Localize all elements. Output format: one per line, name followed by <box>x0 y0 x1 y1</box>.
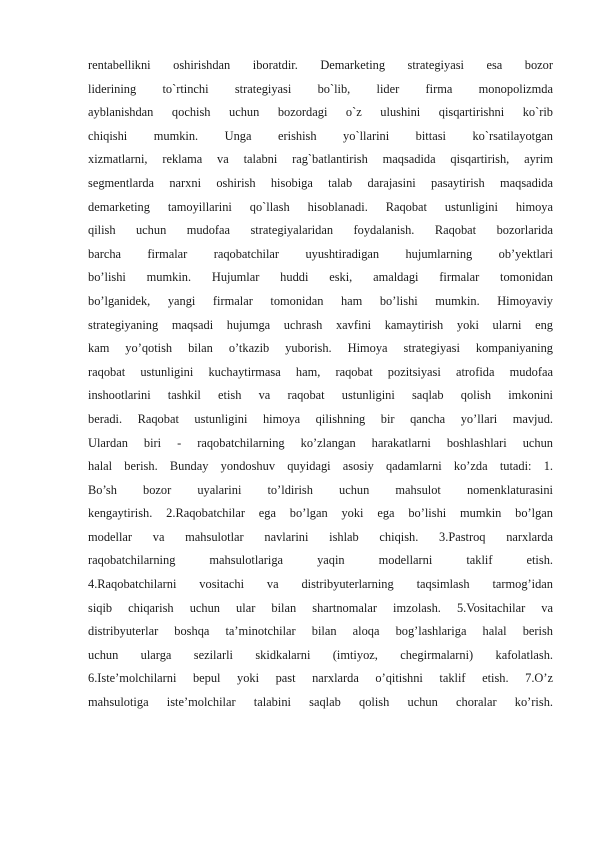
text-line: kam yo’qotish bilan o’tkazib yuborish. Himoya strategiyasi kompaniyaning <box>88 341 553 356</box>
text-line: chiqishi mumkin. Unga erishish yo`llarini bittasi ko`rsatilayotgan <box>88 128 553 143</box>
text-line: kengaytirish. 2.Raqobatchilar ega bo’lgan yoki ega bo’lishi mumkin bo’lgan <box>88 506 553 521</box>
text-line: qilish uchun mudofaa strategiyalaridan foydalanish. Raqobat bozorlarida <box>88 223 553 238</box>
text-line: ayblanishdan qochish uchun bozordagi o`z ulushini qisqartirishni ko`rib <box>88 105 553 120</box>
text-line: demarketing tamoyillarini qo`llash hisoblanadi. Raqobat ustunligini himoya <box>88 199 553 214</box>
text-line: modellar va mahsulotlar navlarini ishlab chiqish. 3.Pastroq narxlarda <box>88 529 553 544</box>
text-line: Ulardan biri - raqobatchilarning ko’zlangan harakatlarni boshlashlari uchun <box>88 435 553 450</box>
text-line: bo’lganidek, yangi firmalar tomonidan ham bo’lishi mumkin. Himoyaviy <box>88 293 553 308</box>
text-line: mahsulotiga iste’molchilar talabini saqlab qolish uchun choralar ko’rish. <box>88 695 553 710</box>
text-line: siqib chiqarish uchun ular bilan shartnomalar imzolash. 5.Vositachilar va <box>88 600 553 615</box>
text-line: bo’lishi mumkin. Hujumlar huddi eski, amaldagi firmalar tomonidan <box>88 270 553 285</box>
text-line: inshootlarini tashkil etish va raqobat ustunligini saqlab qolish imkonini <box>88 388 553 403</box>
text-line: uchun ularga sezilarli skidkalarni (imtiyoz, chegirmalarni) kafolatlash. <box>88 647 553 662</box>
body-text <box>88 54 553 715</box>
text-line: Bo’sh bozor uyalarini to’ldirish uchun mahsulot nomenklaturasini <box>88 482 553 497</box>
text-line: raqobatchilarning mahsulotlariga yaqin modellarni taklif etish. <box>88 553 553 568</box>
text-line: liderining to`rtinchi strategiyasi bo`lib, lider firma monopolizmda <box>88 81 553 96</box>
text-line: rentabellikni oshirishdan iboratdir. Demarketing strategiyasi esa bozor <box>88 58 553 72</box>
text-line: segmentlarda narxni oshirish hisobiga talab darajasini pasaytirish maqsadida <box>88 175 553 190</box>
text-line: distribyuterlar boshqa ta’minotchilar bilan aloqa bog’lashlariga halal berish <box>88 624 553 639</box>
text-line: barcha firmalar raqobatchilar uyushtiradigan hujumlarning ob’yektlari <box>88 246 553 261</box>
text-line: halal berish. Bunday yondoshuv quyidagi asosiy qadamlarni ko’zda tutadi: 1. <box>88 459 553 474</box>
text-line: beradi. Raqobat ustunligini himoya qilishning bir qancha yo’llari mavjud. <box>88 411 553 426</box>
text-line: raqobat ustunligini kuchaytirmasa ham, raqobat pozitsiyasi atrofida mudofaa <box>88 364 553 379</box>
text-line: xizmatlarni, reklama va talabni rag`batlantirish maqsadida qisqartirish, ayrim <box>88 152 553 167</box>
text-line: 4.Raqobatchilarni vositachi va distribyuterlarning taqsimlash tarmog’idan <box>88 577 553 592</box>
text-line: 6.Iste’molchilarni bepul yoki past narxlarda o’qitishni taklif etish. 7.O’z <box>88 671 553 686</box>
text-line: strategiyaning maqsadi hujumga uchrash xavfini kamaytirish yoki ularni eng <box>88 317 553 332</box>
